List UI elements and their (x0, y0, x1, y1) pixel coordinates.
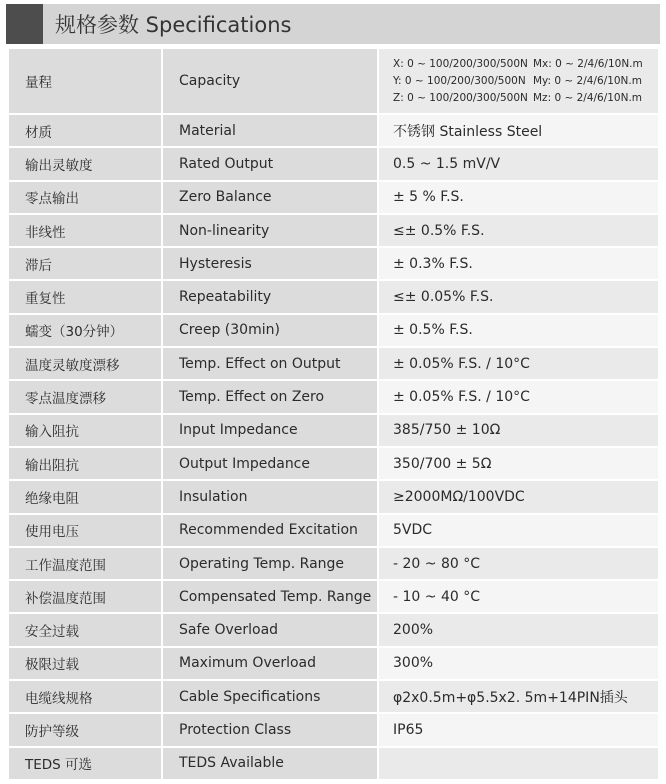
spec-label-en: Creep (30min) (162, 314, 378, 347)
spec-label-cn: 非线性 (8, 214, 162, 247)
spec-value: ± 0.05% F.S. / 10°C (378, 347, 659, 380)
spec-label-en: Zero Balance (162, 181, 378, 214)
spec-value: ± 0.3% F.S. (378, 247, 659, 280)
table-row (8, 280, 659, 313)
spec-label-cn: 零点温度漂移 (8, 380, 162, 413)
table-row (8, 347, 659, 380)
spec-label-cn: 温度灵敏度漂移 (8, 347, 162, 380)
header-accent-block (6, 4, 43, 44)
spec-value: IP65 (378, 713, 659, 746)
spec-label-cn: 零点输出 (8, 181, 162, 214)
spec-label-cn: 绝缘电阻 (8, 480, 162, 513)
table-row-capacity (8, 48, 659, 114)
spec-label-cn: TEDS 可选 (8, 747, 162, 780)
spec-label-en: TEDS Available (162, 747, 378, 780)
spec-label-en: Protection Class (162, 713, 378, 746)
spec-value: φ2x0.5m+φ5.5x2. 5m+14PIN插头 (378, 680, 659, 713)
capacity-moment: Mz: 0 ~ 2/4/6/10N.m (533, 91, 643, 104)
spec-label-en: Hysteresis (162, 247, 378, 280)
spec-value: 385/750 ± 10Ω (378, 414, 659, 447)
spec-value: 300% (378, 647, 659, 680)
table-row (8, 380, 659, 413)
spec-label-cn: 输入阻抗 (8, 414, 162, 447)
spec-label-cn: 使用电压 (8, 514, 162, 547)
capacity-force: Y: 0 ~ 100/200/300/500N (393, 74, 526, 87)
spec-label-en: Input Impedance (162, 414, 378, 447)
spec-label-en: Temp. Effect on Zero (162, 380, 378, 413)
spec-label-cn: 量程 (8, 48, 162, 114)
capacity-force: X: 0 ~ 100/200/300/500N (393, 57, 528, 70)
spec-label-en: Temp. Effect on Output (162, 347, 378, 380)
capacity-force: Z: 0 ~ 100/200/300/500N (393, 91, 528, 104)
spec-label-en: Recommended Excitation (162, 514, 378, 547)
spec-value: ± 5 % F.S. (378, 181, 659, 214)
spec-value: 0.5 ~ 1.5 mV/V (378, 147, 659, 180)
spec-label-cn: 工作温度范围 (8, 547, 162, 580)
specifications-table (7, 47, 660, 781)
table-row (8, 647, 659, 680)
table-row (8, 713, 659, 746)
spec-label-en: Maximum Overload (162, 647, 378, 680)
spec-value: 5VDC (378, 514, 659, 547)
table-row (8, 447, 659, 480)
table-row (8, 680, 659, 713)
spec-label-en: Safe Overload (162, 613, 378, 646)
page-title: 规格参数 Specifications (55, 13, 292, 37)
spec-value: 350/700 ± 5Ω (378, 447, 659, 480)
spec-value: 200% (378, 613, 659, 646)
spec-value-capacity (378, 48, 659, 114)
spec-label-cn: 材质 (8, 114, 162, 147)
spec-label-en: Insulation (162, 480, 378, 513)
spec-label-cn: 输出阻抗 (8, 447, 162, 480)
spec-label-cn: 补偿温度范围 (8, 580, 162, 613)
spec-value: ≤± 0.5% F.S. (378, 214, 659, 247)
table-row (8, 114, 659, 147)
spec-value: - 20 ~ 80 °C (378, 547, 659, 580)
spec-label-cn: 重复性 (8, 280, 162, 313)
table-row (8, 247, 659, 280)
capacity-line-y (393, 73, 658, 90)
spec-label-en: Output Impedance (162, 447, 378, 480)
spec-label-en: Capacity (162, 48, 378, 114)
table-row (8, 547, 659, 580)
section-header (6, 4, 660, 44)
spec-value: ≥2000MΩ/100VDC (378, 480, 659, 513)
table-row (8, 414, 659, 447)
table-row (8, 747, 659, 780)
spec-value: ± 0.5% F.S. (378, 314, 659, 347)
spec-label-en: Operating Temp. Range (162, 547, 378, 580)
spec-label-cn: 防护等级 (8, 713, 162, 746)
spec-label-cn: 极限过载 (8, 647, 162, 680)
table-row (8, 214, 659, 247)
table-row (8, 181, 659, 214)
table-row (8, 613, 659, 646)
spec-label-cn: 蠕变（30分钟） (8, 314, 162, 347)
spec-label-en: Material (162, 114, 378, 147)
spec-label-en: Compensated Temp. Range (162, 580, 378, 613)
capacity-moment: My: 0 ~ 2/4/6/10N.m (533, 74, 642, 87)
table-row (8, 580, 659, 613)
spec-label-cn: 安全过载 (8, 613, 162, 646)
capacity-line-z (393, 90, 658, 107)
spec-value: ± 0.05% F.S. / 10°C (378, 380, 659, 413)
spec-label-cn: 滞后 (8, 247, 162, 280)
spec-label-en: Non-linearity (162, 214, 378, 247)
spec-label-en: Cable Specifications (162, 680, 378, 713)
spec-value: - 10 ~ 40 °C (378, 580, 659, 613)
table-row (8, 314, 659, 347)
spec-label-en: Rated Output (162, 147, 378, 180)
capacity-moment: Mx: 0 ~ 2/4/6/10N.m (533, 57, 643, 70)
spec-label-cn: 输出灵敏度 (8, 147, 162, 180)
table-row (8, 147, 659, 180)
spec-value: ≤± 0.05% F.S. (378, 280, 659, 313)
spec-value: 不锈钢 Stainless Steel (378, 114, 659, 147)
table-row (8, 480, 659, 513)
table-row (8, 514, 659, 547)
capacity-line-x (393, 56, 658, 73)
spec-value (378, 747, 659, 780)
spec-label-cn: 电缆线规格 (8, 680, 162, 713)
spec-label-en: Repeatability (162, 280, 378, 313)
